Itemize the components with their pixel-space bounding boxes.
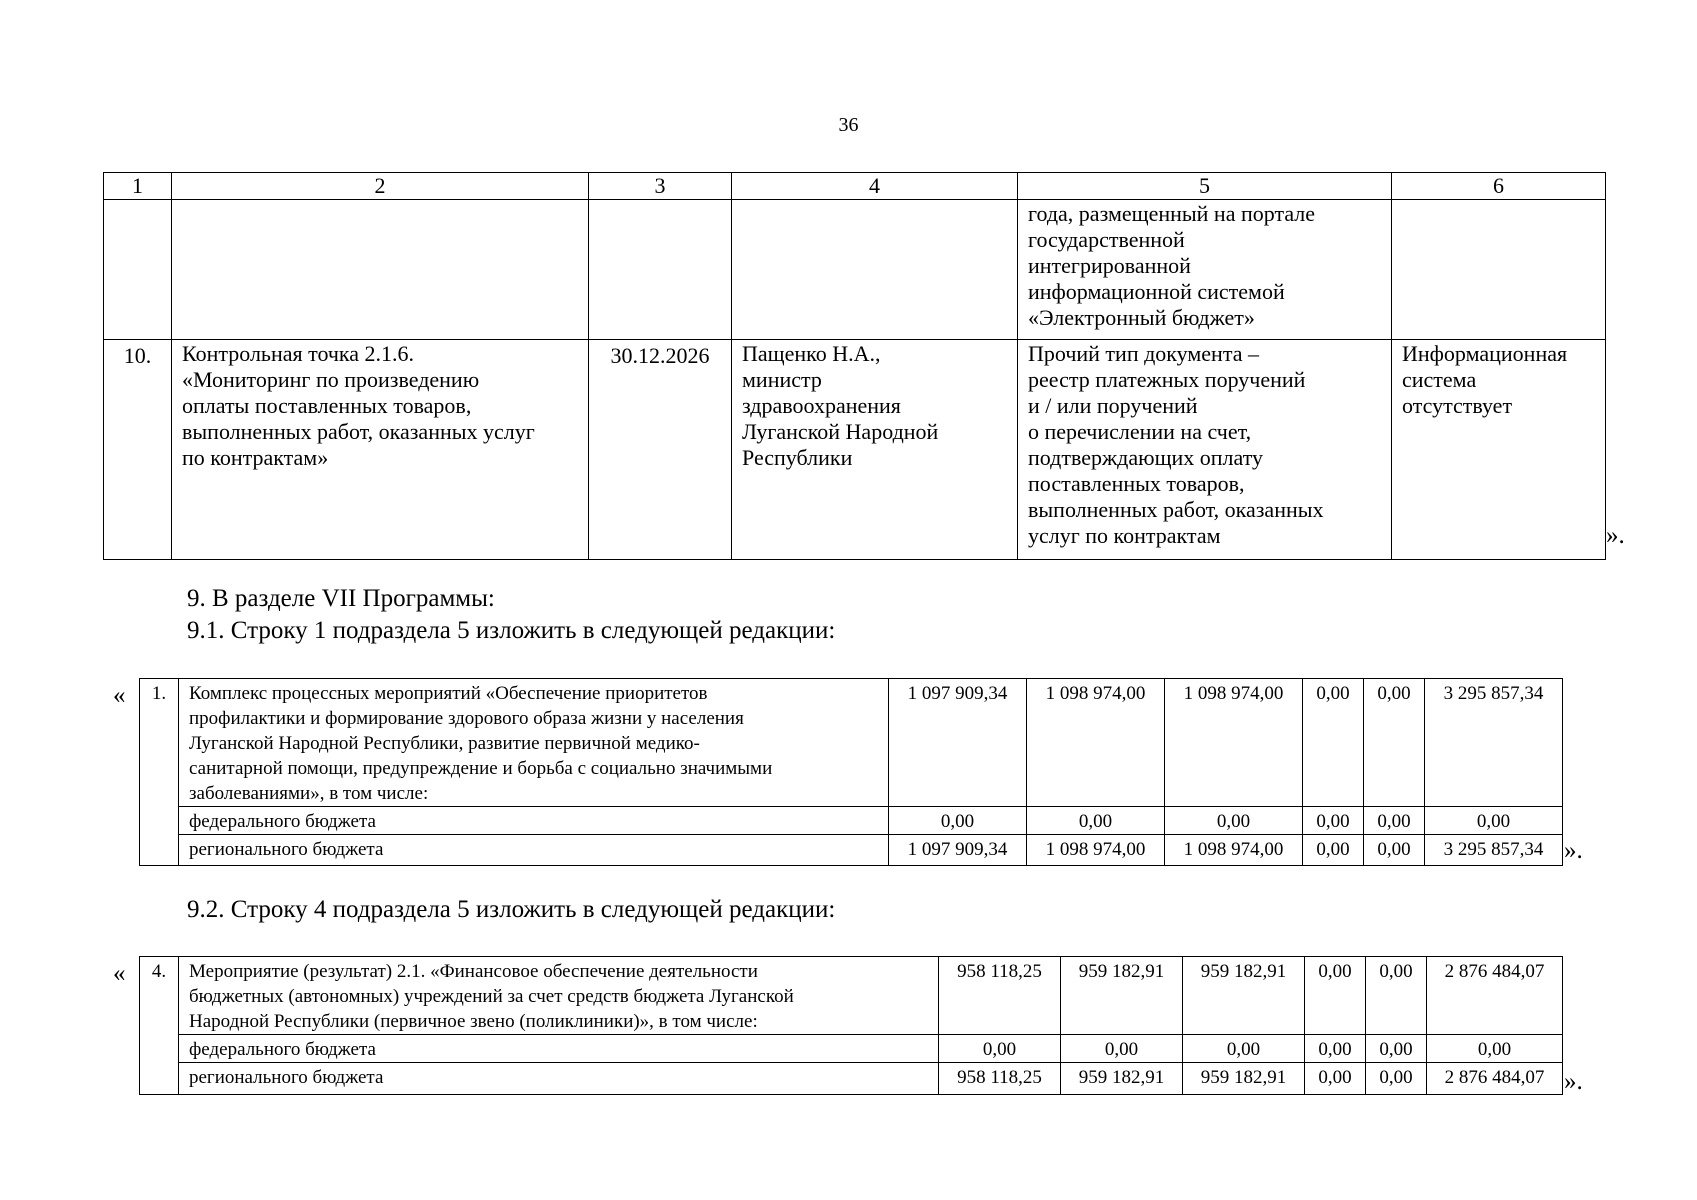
responsible-cell — [732, 340, 1018, 560]
table-row — [140, 1035, 1563, 1063]
text-line: «Электронный бюджет» — [1028, 305, 1255, 330]
text-line: и / или поручений — [1028, 393, 1198, 418]
value-cell: 2 876 484,07 — [1427, 1063, 1563, 1095]
table-header-row — [104, 173, 1606, 200]
value-cell: 2 876 484,07 — [1427, 957, 1563, 1035]
value-cell: 0,00 — [1364, 835, 1425, 866]
text-line: Контрольная точка 2.1.6. — [182, 341, 415, 366]
table-row — [140, 1063, 1563, 1095]
paragraph-9-1: 9.1. Строку 1 подраздела 5 изложить в следующей редакции: — [187, 617, 836, 644]
value-cell: 0,00 — [1027, 807, 1165, 835]
value-cell: 958 118,25 — [939, 1063, 1061, 1095]
text-line: министр — [742, 367, 822, 392]
description-cell — [179, 679, 889, 807]
system-cell — [1392, 340, 1606, 560]
text-line: услуг по контрактам — [1028, 523, 1221, 548]
text-line: года, размещенный на портале — [1028, 201, 1316, 226]
text-line: бюджетных (автономных) учреждений за счет средств бюджета Луганской — [189, 986, 794, 1007]
value-cell: 959 182,91 — [1183, 957, 1305, 1035]
name-cell — [172, 340, 589, 560]
value-cell: 0,00 — [1303, 835, 1364, 866]
table-row — [140, 835, 1563, 866]
value-cell: 959 182,91 — [1061, 957, 1183, 1035]
text-line: Прочий тип документа – — [1028, 341, 1259, 366]
text-line: система — [1402, 367, 1477, 392]
text-line: оплаты поставленных товаров, — [182, 393, 472, 418]
value-cell: 0,00 — [939, 1035, 1061, 1063]
value-cell: 3 295 857,34 — [1425, 835, 1563, 866]
description-cell: регионального бюджета — [179, 1063, 939, 1095]
value-cell: 0,00 — [1364, 679, 1425, 807]
row-index-cell: 4. — [140, 957, 179, 1095]
description-cell: федерального бюджета — [179, 807, 889, 835]
name-cell — [172, 200, 589, 340]
text-line: заболеваниями», в том числе: — [189, 783, 429, 804]
opening-quote: « — [113, 960, 126, 987]
text-line: по контрактам» — [182, 445, 329, 470]
text-line: Народной Республики (первичное звено (поликлиники)», в том числе: — [189, 1011, 758, 1032]
text-line: Луганской Народной Республики, развитие первичной медико- — [189, 733, 700, 754]
value-cell: 0,00 — [1061, 1035, 1183, 1063]
text-line: Республики — [742, 445, 853, 470]
section-heading: 9. В разделе VII Программы: — [187, 585, 495, 612]
text-line: информационной системой — [1028, 279, 1285, 304]
value-cell: 0,00 — [889, 807, 1027, 835]
table-row — [104, 200, 1606, 340]
document-cell — [1018, 340, 1392, 560]
text-line: выполненных работ, оказанных услуг — [182, 419, 535, 444]
control-points-table — [103, 172, 1606, 560]
closing-quote: ». — [1606, 522, 1625, 549]
text-line: Комплекс процессных мероприятий «Обеспечение приоритетов — [189, 683, 708, 704]
column-number-header: 4 — [732, 173, 1018, 200]
text-line: подтверждающих оплату — [1028, 445, 1264, 470]
table-row — [140, 957, 1563, 1035]
text-line: Луганской Народной — [742, 419, 939, 444]
text-line: Пащенко Н.А., — [742, 341, 881, 366]
text-line: реестр платежных поручений — [1028, 367, 1306, 392]
value-cell: 0,00 — [1183, 1035, 1305, 1063]
table-row — [140, 679, 1563, 807]
text-line: Мероприятие (результат) 2.1. «Финансовое обеспечение деятельности — [189, 961, 758, 982]
text-line: здравоохранения — [742, 393, 901, 418]
row-number-cell: 10. — [104, 340, 172, 560]
value-cell: 1 098 974,00 — [1165, 835, 1303, 866]
value-cell: 1 097 909,34 — [889, 679, 1027, 807]
closing-quote: ». — [1564, 837, 1583, 864]
page-number: 36 — [838, 114, 859, 136]
value-cell: 0,00 — [1366, 957, 1427, 1035]
text-line: «Мониторинг по произведению — [182, 367, 480, 392]
value-cell: 0,00 — [1366, 1063, 1427, 1095]
description-cell: регионального бюджета — [179, 835, 889, 866]
document-cell — [1018, 200, 1392, 340]
row-index-cell: 1. — [140, 679, 179, 866]
value-cell: 0,00 — [1303, 807, 1364, 835]
text-line: санитарной помощи, предупреждение и борьба с социально значимыми — [189, 758, 773, 779]
value-cell: 0,00 — [1425, 807, 1563, 835]
column-number-header: 6 — [1392, 173, 1606, 200]
value-cell: 0,00 — [1165, 807, 1303, 835]
value-cell: 1 098 974,00 — [1027, 835, 1165, 866]
description-cell — [179, 957, 939, 1035]
system-cell — [1392, 200, 1606, 340]
row-number-cell — [104, 200, 172, 340]
date-cell: 30.12.2026 — [589, 340, 732, 560]
text-line: Информационная — [1402, 341, 1568, 366]
responsible-cell — [732, 200, 1018, 340]
date-cell — [589, 200, 732, 340]
column-number-header: 2 — [172, 173, 589, 200]
closing-quote: ». — [1564, 1068, 1583, 1095]
value-cell: 0,00 — [1305, 1035, 1366, 1063]
value-cell: 959 182,91 — [1183, 1063, 1305, 1095]
text-line: выполненных работ, оказанных — [1028, 497, 1324, 522]
description-cell: федерального бюджета — [179, 1035, 939, 1063]
budget-table-row-4 — [139, 956, 1563, 1095]
value-cell: 0,00 — [1305, 957, 1366, 1035]
table-row — [104, 340, 1606, 560]
column-number-header: 5 — [1018, 173, 1392, 200]
value-cell: 959 182,91 — [1061, 1063, 1183, 1095]
budget-table-row-1 — [139, 678, 1563, 866]
paragraph-9-2: 9.2. Строку 4 подраздела 5 изложить в следующей редакции: — [187, 896, 836, 923]
value-cell: 0,00 — [1366, 1035, 1427, 1063]
table-row — [140, 807, 1563, 835]
value-cell: 0,00 — [1427, 1035, 1563, 1063]
value-cell: 1 098 974,00 — [1165, 679, 1303, 807]
value-cell: 0,00 — [1305, 1063, 1366, 1095]
text-line: государственной — [1028, 227, 1185, 252]
value-cell: 958 118,25 — [939, 957, 1061, 1035]
text-line: поставленных товаров, — [1028, 471, 1245, 496]
text-line: о перечислении на счет, — [1028, 419, 1252, 444]
text-line: отсутствует — [1402, 393, 1513, 418]
column-number-header: 1 — [104, 173, 172, 200]
value-cell: 0,00 — [1364, 807, 1425, 835]
opening-quote: « — [113, 682, 126, 709]
text-line: профилактики и формирование здорового образа жизни у населения — [189, 708, 744, 729]
column-number-header: 3 — [589, 173, 732, 200]
value-cell: 0,00 — [1303, 679, 1364, 807]
value-cell: 3 295 857,34 — [1425, 679, 1563, 807]
text-line: интегрированной — [1028, 253, 1191, 278]
value-cell: 1 098 974,00 — [1027, 679, 1165, 807]
value-cell: 1 097 909,34 — [889, 835, 1027, 866]
